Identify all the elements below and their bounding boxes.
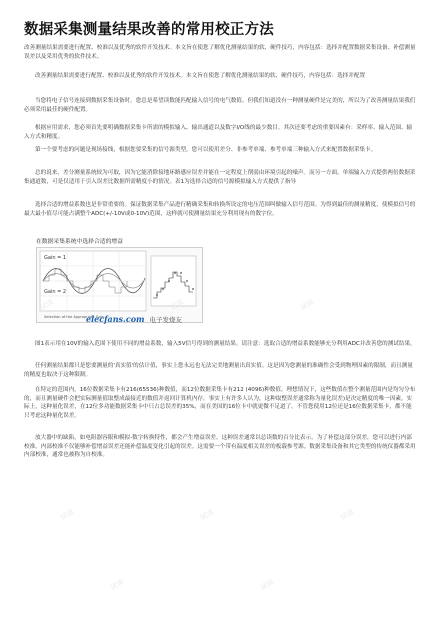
figure-footer-label: Selection of the Appropriate Gain <box>44 315 104 319</box>
watermark: 试读 <box>298 298 316 312</box>
watermark: 试读 <box>338 508 356 522</box>
logo-en: elecfans.com <box>86 314 145 324</box>
page-title: 数据采集测量结果改善的常用校正方法 <box>24 22 274 38</box>
wiring-paragraph: 第一个要考虑的问题是现场接线，根据您要采集的信号源类型，您可以使用差分、非参考单端、参考单端三种输入方式来配置数据采集卡。 <box>35 147 377 153</box>
gain1-label: Gain = 1 <box>44 255 67 261</box>
hardware-paragraph: 当您将电子信号连接到数据采集设备时，您总是希望读数能匹配输入信号的电气数值。但我们知道没有一种测量硬件是完美的，所以为了改善测量结果我们必须采用最佳的硬件配置。 <box>24 98 416 113</box>
figure-caption: 在数据采集系统中选择合适的增益 <box>36 239 123 245</box>
gain-figure <box>36 247 203 323</box>
gain-figure-svg <box>37 248 202 322</box>
accuracy-paragraph: 任何测量结果都只是您要测量的'真实值'的估计值，事实上您永远也无法完美地测量出真实值。这是因为您测量的准确性会受到物理因素的限制，而且测量的精度也取决于这种限制。 <box>24 363 413 378</box>
logo-cn: 电子发烧友 <box>149 316 182 324</box>
watermark: 试读 <box>198 508 216 522</box>
elecfans-logo <box>86 314 182 324</box>
watermark: 试读 <box>108 578 126 592</box>
calibration-paragraph: 放大器中的缺陷，如电阻器容限和模拟-数字转换特性，都会产生增益误差。这种误差通常以总读数的百分比表示。为了补偿这部分误差，您可以进行内部校准。内部校准不仅能够补偿增益误差还能补偿温度变化引起的误差。这需要一个带有温度相关误差的板载参考源。数据采集设备和其它类型的传统仪器都采用内部校准，通常也被称为自校准。 <box>24 435 416 459</box>
gain-paragraph: 选择合适的增益系数也是非常重要的。保证数据采集产品进行精确采集和转换所设定的电压范围叫做输入信号范围。为得到最佳的测量精度，使模拟信号的最大最小值尽可能占满整个ADC(+/-10V或0-10V)范围，这样就可使测量结果充分利用现有的数字位。 <box>24 202 416 217</box>
watermark: 试读 <box>58 508 76 522</box>
watermark: 试读 <box>38 298 56 312</box>
quantization-paragraph: 在特定的范围内，16位数据采集卡有216(65536)种数值，而12位数据采集卡有212 (4096)种数值。理想情况下，这些数值在整个测量范围内是均匀分布的，而且测量硬件会把实际测量值取整成最接近的数值并返回计算机内存。事实上有许多人认为，这种取整误差通常称为量化误差)是决定精度的唯一因素。实际上，这种量化误差，在12位多功能数据采集卡中只占总误差的35%，而在美国的16位卡中就更微不足道了。不管您使用12位还是16位数据采集卡，都不能只考虑这种量化误差。 <box>24 387 416 419</box>
differential-paragraph: 总的说来，差分测量系统较为可取，因为它能消除接地环路感应误差并能在一定程度上削弱由环境引起的噪声。而另一方面，单端输入方式提供两倍数据采集通道数，可是仅适用于引入误差比数据所需精度小的情况。表1为选择合适的信号源模拟输入方式提供了指导 <box>24 170 416 185</box>
watermark: 试读 <box>168 298 186 312</box>
inset-panel <box>151 256 196 306</box>
gain2-label: Gain = 2 <box>44 289 67 295</box>
requirements-paragraph: 根据应用需求，您必须首先要明确数据采集卡所需的模拟输入、输出通道以及数字I/O线的最少数目。其次还要考虑的重要因素有：采样率、输入范围、输入方式和精度。 <box>24 125 413 140</box>
figure-explanation-paragraph: 图1表示用在10V的输入范围下使用不同的增益系数，输入5V信号得到的测量结果。请注意：选取合适的增益系数能够充分利用ADC并改善您的测试结果。 <box>35 341 416 347</box>
intro-repeat-paragraph: 改善测量结果需要进行配置、校准以及优秀的软件开发技术。本文旨在使您了解优化测量结果的软、硬件技巧，内容包括：选择并配置 <box>35 73 366 79</box>
intro-paragraph: 改善测量结果需要进行配置、校准以及优秀的软件开发技术。本文旨在使您了解优化测量结果的软、硬件技巧，内容包括：选择并配置数据采集设备、补偿测量误差以及采用优秀的软件技术。 <box>24 45 416 60</box>
watermark: 试读 <box>258 578 276 592</box>
